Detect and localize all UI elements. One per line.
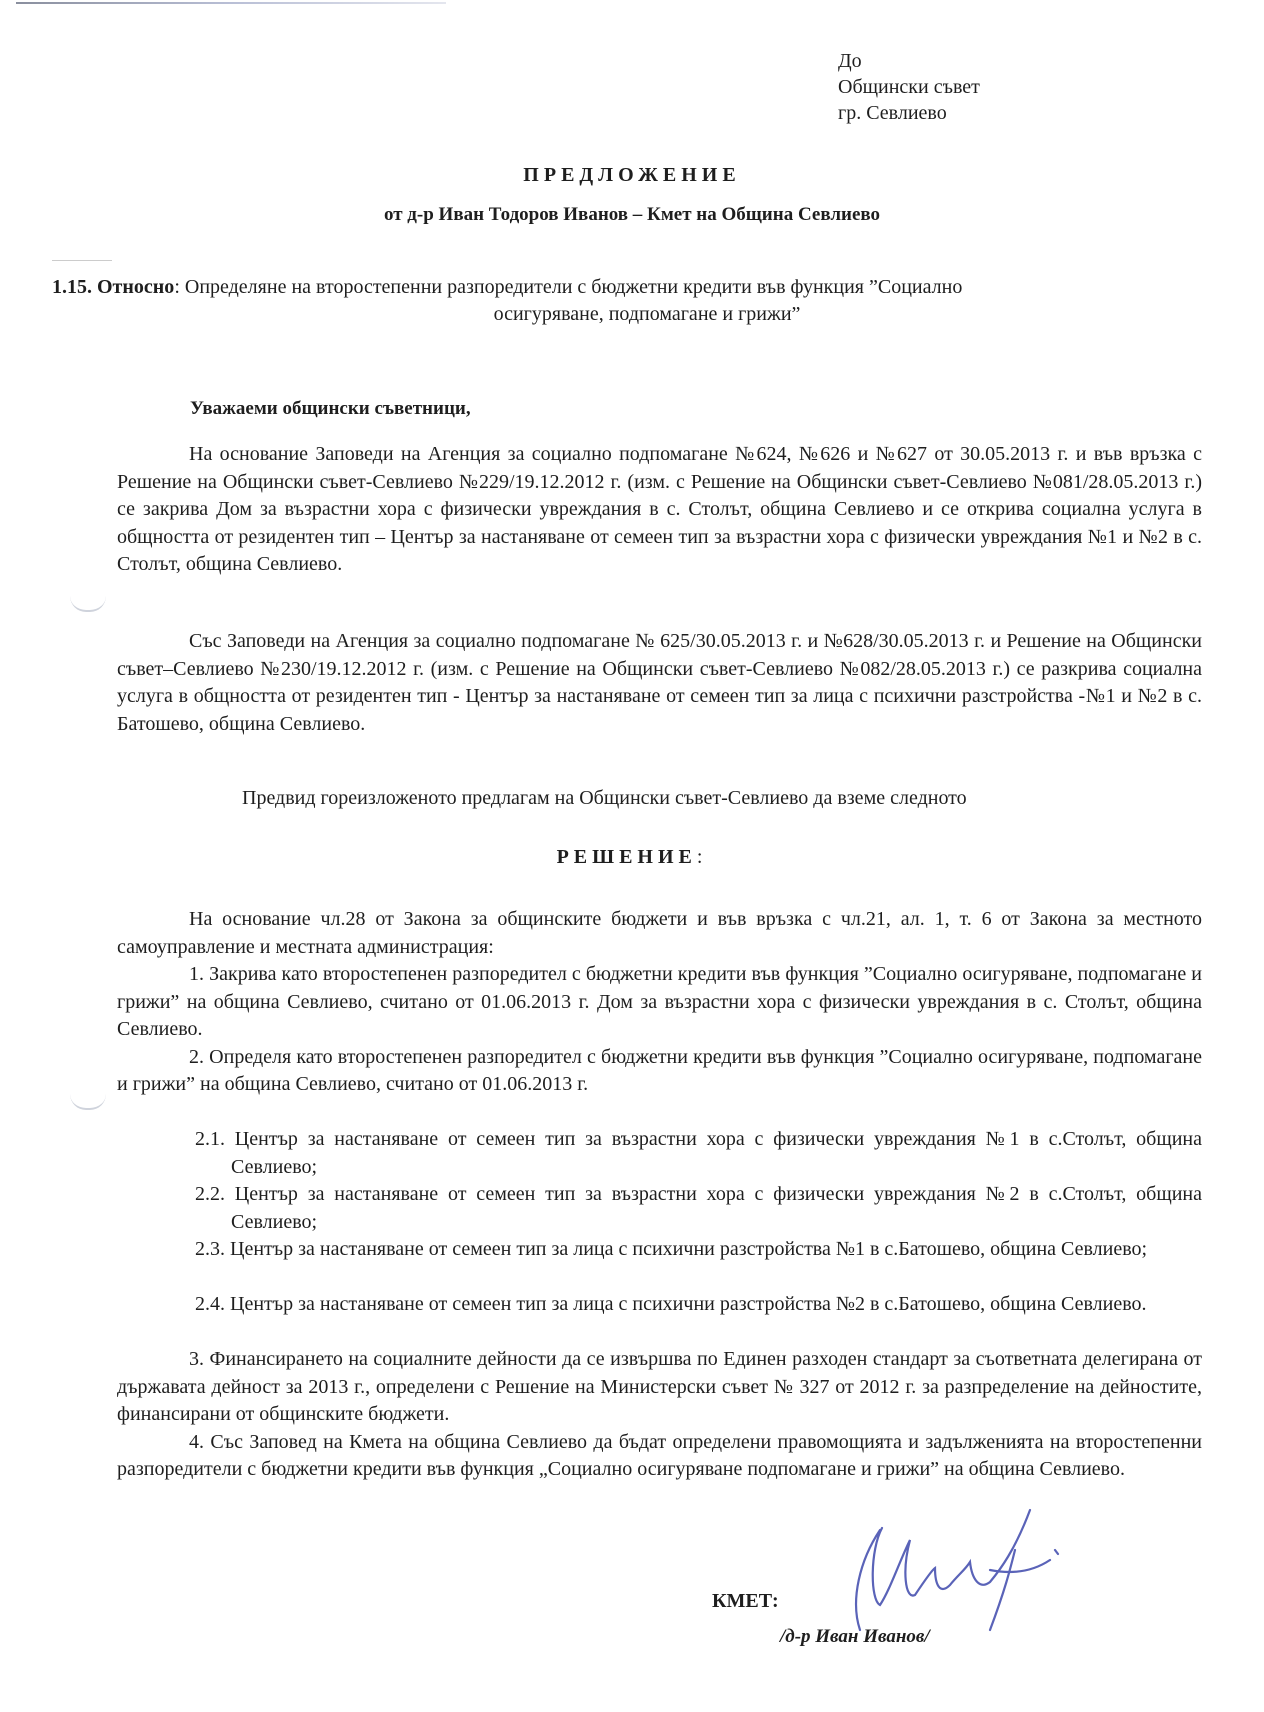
- subject-block: [52, 274, 1202, 328]
- paragraph: [117, 441, 1202, 579]
- proposal-line: Предвид гореизложеното предлагам на Общински съвет-Севлиево да вземе следното: [242, 787, 967, 809]
- decision-intro: На основание чл.28 от Закона за общинските бюджети и във връзка с чл.21, ал. 1, т. 6 от Закона за местното самоуправление и местната администрация:: [117, 908, 1202, 958]
- paragraph: [117, 628, 1202, 738]
- paragraph-text: На основание Заповеди на Агенция за социално подпомагане №624, №626 и №627 от 30.05.2013 г. и във връзка с Решение на Общински съвет-Севлиево №229/19.12.2012 г. (изм. с Решение на Общински съвет-Севлиево №081/28.05.2013 г.) се закрива Дом за възрастни хора с физически увреждания в с. Столът, община Севлиево и се открива социална услуга в общността от резидентен тип – Център за настаняване от семеен тип за възрастни хора с физически увреждания №1 и №2 в с. Столът, община Севлиево.: [117, 443, 1202, 575]
- document-title: ПРЕДЛОЖЕНИЕ: [523, 164, 741, 186]
- greeting: Уважаеми общински съветници,: [190, 398, 471, 419]
- decision-item: 4. Със Заповед на Кмета на община Севлиево да бъдат определени правомощията и задълженията на второстепенни разпоредители с бюджетни кредити във функция „Социално осигуряване подпомагане и грижи” на община Севлиево.: [117, 1430, 1202, 1480]
- sub-item: 2.3. Център за настаняване от семеен тип за лица с психични разстройства №1 в с.Батошево, община Севлиево;: [195, 1238, 1148, 1260]
- subject-text-cont: осигуряване, подпомагане и грижи”: [493, 303, 801, 325]
- signature-name: /д-р Иван Иванов/: [780, 1626, 930, 1647]
- decision-body-cont: [117, 1346, 1202, 1484]
- decision-item: 3. Финансирането на социалните дейности да се извършва по Единен разходен стандарт за съответната делегирана от държавата дейност за 2013 г., определени с Решение на Министерски съвет № 327 от 2012 г. за разпределение на дейностите, финансирани от общинските бюджети.: [117, 1348, 1202, 1425]
- addressee-line: До: [838, 50, 862, 72]
- paragraph-text: Със Заповеди на Агенция за социално подпомагане № 625/30.05.2013 г. и №628/30.05.2013 г. и Решение на Общински съвет–Севлиево №230/19.12.2012 г. (изм. с Решение на Общински съвет-Севлиево №082/28.05.2013 г.) се разкрива социална услуга в общността от резидентен тип - Център за настаняване от семеен тип за лица с психични разстройства -№1 и №2 в с. Батошево, община Севлиево.: [117, 630, 1202, 735]
- punch-hole-mark: [70, 1094, 106, 1110]
- addressee-line: Общински съвет: [838, 76, 980, 98]
- punch-hole-mark: [70, 596, 106, 612]
- decision-title-text: РЕШЕНИЕ: [556, 846, 697, 868]
- sub-item: 2.4. Център за настаняване от семеен тип за лица с психични разстройства №2 в с.Батошево, община Севлиево.: [195, 1293, 1147, 1315]
- decision-colon: :: [696, 846, 708, 868]
- signature-role: КМЕТ:: [712, 1590, 779, 1612]
- divider: [52, 260, 112, 261]
- sub-item: 2.1. Център за настаняване от семеен тип за възрастни хора с физически увреждания №1 в с.Столът, община Севлиево;: [195, 1128, 1202, 1178]
- decision-title: [0, 846, 1264, 869]
- addressee-line: гр. Севлиево: [838, 102, 947, 124]
- decision-item: 1. Закрива като второстепенен разпоредител с бюджетни кредити във функция ”Социално осигуряване, подпомагане и грижи” на община Севлиево, считано от 01.06.2013 г. Дом за възрастни хора с физически увреждания в с. Столът, община Севлиево.: [117, 963, 1202, 1040]
- document-author: от д-р Иван Тодоров Иванов – Кмет на Община Севлиево: [383, 204, 881, 225]
- decision-item: 2. Определя като второстепенен разпоредител с бюджетни кредити във функция ”Социално осигуряване, подпомагане и грижи” на община Севлиево, считано от 01.06.2013 г.: [117, 1045, 1202, 1095]
- decision-body: [117, 906, 1202, 1099]
- sub-item: 2.2. Център за настаняване от семеен тип за възрастни хора с физически увреждания №2 в с.Столът, община Севлиево;: [195, 1183, 1202, 1233]
- subject-label: Относно: [97, 276, 175, 298]
- addressee-block: [838, 48, 980, 126]
- signature-stroke: [856, 1510, 1058, 1630]
- subject-text: : Определяне на второстепенни разпоредители с бюджетни кредити във функция ”Социално: [174, 276, 963, 298]
- signature: [840, 1490, 1100, 1640]
- item-number: 1.15.: [52, 276, 92, 298]
- scan-edge-line: [16, 2, 446, 4]
